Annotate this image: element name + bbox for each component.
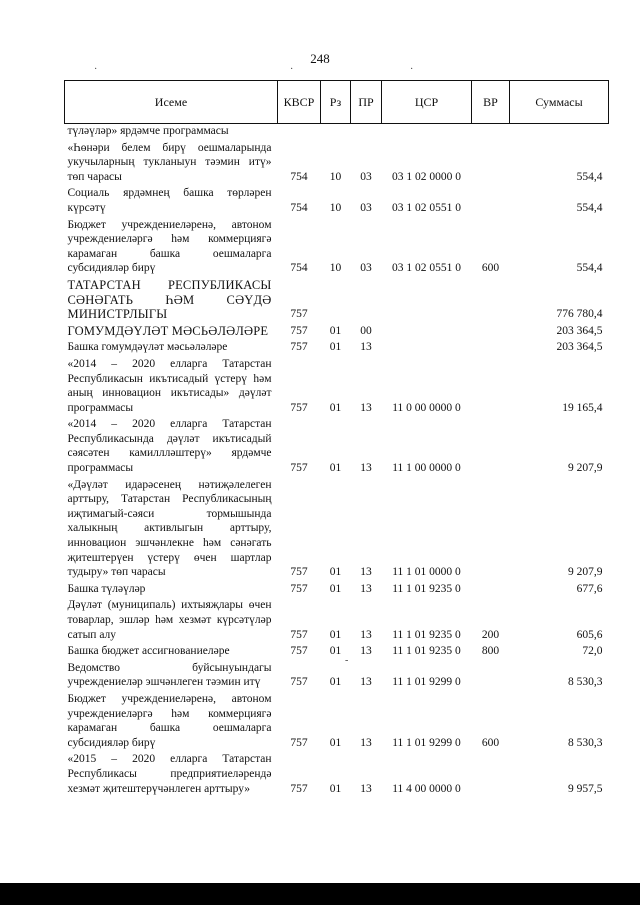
cell-csr <box>382 340 472 357</box>
cell-sum: 8 530,3 <box>568 676 603 689</box>
cell-name: Социаль ярдәмнең башка төрләрен күрсәтү <box>67 187 272 214</box>
cell-name: ГОМУМДӘҮЛӘТ МӘСЬӘЛӘЛӘРЕ <box>67 323 269 338</box>
cell-pr: 03 <box>360 201 372 214</box>
cell-pr: 13 <box>360 582 372 595</box>
cell-csr <box>382 124 472 141</box>
cell-kvsr: 757 <box>290 582 308 595</box>
cell-sum: 9 207,9 <box>568 462 603 475</box>
cell-pr: 13 <box>360 676 372 689</box>
cell-sum: 203 364,5 <box>556 324 603 337</box>
cell-csr <box>382 324 472 341</box>
cell-name: Бюджет учреждениеләренә, автоном учреждениеләргә һәм коммерциягә карамаган башка оешмаларга субсидияләр бирү <box>67 692 272 749</box>
table-row <box>65 752 609 798</box>
cell-sum: 9 207,9 <box>568 566 603 579</box>
table-row <box>65 218 609 278</box>
scan-speck: · <box>290 64 294 75</box>
cell-kvsr: 754 <box>290 201 308 214</box>
table-row <box>65 340 609 357</box>
cell-rz: 10 <box>329 201 342 214</box>
cell-sum <box>510 124 609 141</box>
cell-vr <box>472 357 510 417</box>
cell-sum: 9 957,5 <box>568 782 603 795</box>
table-row <box>65 661 609 692</box>
table-row <box>65 124 609 141</box>
cell-vr <box>472 340 510 357</box>
cell-sum: 554,4 <box>576 262 603 275</box>
cell-csr: 11 0 00 0000 0 <box>392 401 461 414</box>
cell-rz: 01 <box>329 582 342 595</box>
cell-kvsr: 754 <box>290 170 308 183</box>
cell-sum: 605,6 <box>576 628 603 641</box>
cell-csr: 03 1 02 0551 0 <box>392 201 461 214</box>
cell-vr <box>472 478 510 582</box>
cell-kvsr: 757 <box>290 628 308 641</box>
header-name: Исеме <box>65 81 278 124</box>
cell-vr <box>472 141 510 187</box>
table-row <box>65 186 609 217</box>
cell-rz: 01 <box>329 645 342 658</box>
cell-rz: 01 <box>329 736 342 749</box>
cell-vr <box>472 752 510 798</box>
table-row <box>65 324 609 341</box>
table-row <box>65 417 609 477</box>
cell-kvsr: 757 <box>290 566 308 579</box>
cell-kvsr: 757 <box>290 462 308 475</box>
header-csr: ЦСР <box>382 81 472 124</box>
scan-speck: · <box>410 64 414 75</box>
cell-name: ТАТАРСТАН РЕСПУБЛИКАСЫ СӘНӘГАТЬ ҺӘМ СӘҮДӘ МИНИСТРЛЫГЫ <box>67 277 272 322</box>
cell-csr: 11 1 01 9299 0 <box>392 736 461 749</box>
cell-rz: 10 <box>329 170 342 183</box>
cell-csr: 11 1 01 9299 0 <box>392 676 461 689</box>
header-pr: ПР <box>351 81 382 124</box>
cell-csr: 03 1 02 0000 0 <box>392 170 461 183</box>
cell-name: «2015 – 2020 елларга Татарстан Республикасы предприятиеләрендә хезмәт җитештерүчәнлеген арттыру» <box>67 753 272 795</box>
cell-vr <box>472 582 510 599</box>
table-row <box>65 692 609 752</box>
table-row <box>65 582 609 599</box>
cell-kvsr: 757 <box>290 645 308 658</box>
cell-csr: 11 1 01 9235 0 <box>392 645 461 658</box>
cell-pr: 13 <box>360 736 372 749</box>
cell-name: «Һөнәри белем бирү оешмаларында укучыларның тукланыун тәэмин итү» төп чарасы <box>67 141 272 183</box>
cell-rz: 01 <box>329 462 342 475</box>
cell-csr: 11 1 00 0000 0 <box>392 462 461 475</box>
cell-kvsr: 757 <box>290 341 308 354</box>
cell-name: «2014 – 2020 елларга Татарстан Республикасында дәүләт икътисадый сәясәтен камиллләштерү» ярдәмче программасы <box>67 418 272 475</box>
cell-vr: 600 <box>481 262 500 275</box>
cell-pr: 13 <box>360 645 372 658</box>
cell-pr: 03 <box>360 262 372 275</box>
header-kvsr: КВСР <box>278 81 321 124</box>
scan-speck: - <box>345 655 349 666</box>
scan-speck: · <box>94 64 98 75</box>
cell-kvsr: 754 <box>290 262 308 275</box>
cell-vr <box>472 278 510 324</box>
cell-name: Бюджет учреждениеләренә, автоном учреждениеләргә һәм коммерциягә карамаган башка оешмаларга субсидияләр бирү <box>67 218 272 275</box>
cell-name: Башка гомумдәүләт мәсьәләләре <box>67 341 228 354</box>
header-sum: Суммасы <box>510 81 609 124</box>
cell-kvsr: 757 <box>290 308 308 321</box>
cell-name: Дәүләт (муниципаль) ихтыяҗлары өчен товарлар, эшләр һәм хезмәт күрсәтүләр сатып алу <box>67 599 272 641</box>
cell-kvsr: 757 <box>290 324 308 337</box>
header-rz: Рз <box>321 81 351 124</box>
cell-name: «Дәүләт идарәсенең нәтиҗәлелеген арттыру, Татарстан Республикасының иҗтимагый-сәяси тормышында халыкның активлыгын арттыру, инновацион эшчәнлекне һәм сәнәгать җитештерүен үстерү өчен шартлар тудыру» төп чарасы <box>67 478 272 579</box>
cell-pr: 13 <box>360 566 372 579</box>
table-row <box>65 278 609 324</box>
cell-pr <box>351 124 382 141</box>
cell-pr: 13 <box>360 628 372 641</box>
cell-rz: 01 <box>329 676 342 689</box>
scan-bottom-bar <box>0 883 640 905</box>
table-header-row <box>65 81 609 124</box>
cell-name: «2014 – 2020 елларга Татарстан Республикасын икътисадый үстерү һәм аның инновацион икътисады» дәүләт программасы <box>67 357 272 414</box>
cell-kvsr <box>278 124 321 141</box>
page-number: 248 <box>310 51 330 66</box>
cell-rz: 01 <box>329 324 342 337</box>
cell-vr: 200 <box>481 628 500 641</box>
cell-vr: 600 <box>481 736 500 749</box>
header-vr: ВР <box>472 81 510 124</box>
cell-kvsr: 757 <box>290 782 308 795</box>
cell-sum: 677,6 <box>576 582 603 595</box>
cell-rz: 01 <box>329 401 342 414</box>
cell-csr: 11 1 01 0000 0 <box>392 566 461 579</box>
cell-kvsr: 757 <box>290 401 308 414</box>
budget-table <box>64 80 609 798</box>
table-row <box>65 141 609 187</box>
cell-csr: 11 1 01 9235 0 <box>392 582 461 595</box>
table-body <box>65 124 609 799</box>
cell-rz: 10 <box>329 262 342 275</box>
cell-rz: 01 <box>329 628 342 641</box>
cell-pr <box>351 278 382 324</box>
cell-sum: 72,0 <box>582 645 603 658</box>
budget-table-wrapper <box>64 80 608 798</box>
cell-sum: 554,4 <box>576 170 603 183</box>
cell-pr: 13 <box>360 401 372 414</box>
cell-vr <box>472 124 510 141</box>
cell-csr: 11 4 00 0000 0 <box>392 782 461 795</box>
cell-pr: 13 <box>360 462 372 475</box>
cell-sum: 19 165,4 <box>562 401 603 414</box>
cell-vr <box>472 417 510 477</box>
cell-sum: 776 780,4 <box>556 308 603 321</box>
cell-csr: 11 1 01 9235 0 <box>392 628 461 641</box>
table-row <box>65 357 609 417</box>
cell-rz: 01 <box>329 782 342 795</box>
table-row <box>65 478 609 582</box>
cell-sum: 554,4 <box>576 201 603 214</box>
cell-pr: 03 <box>360 170 372 183</box>
cell-name: Ведомство буйсынуындагы учреждениеләр эшчәнлеген тәэмин итү <box>67 661 272 689</box>
cell-sum: 203 364,5 <box>556 341 603 354</box>
cell-csr <box>382 278 472 324</box>
cell-name: Башка түләүләр <box>67 582 146 595</box>
cell-csr: 03 1 02 0551 0 <box>392 262 461 275</box>
cell-vr <box>472 186 510 217</box>
table-row <box>65 598 609 644</box>
cell-name: түләүләр» ярдәмче программасы <box>67 125 229 137</box>
cell-pr: 13 <box>360 782 372 795</box>
cell-name: Башка бюджет ассигнованиеләре <box>67 645 230 658</box>
table-row <box>65 644 609 661</box>
cell-rz: 01 <box>329 341 342 354</box>
cell-sum: 8 530,3 <box>568 736 603 749</box>
cell-vr <box>472 324 510 341</box>
cell-rz <box>321 124 351 141</box>
cell-kvsr: 757 <box>290 676 308 689</box>
cell-rz <box>321 278 351 324</box>
cell-kvsr: 757 <box>290 736 308 749</box>
cell-vr: 800 <box>481 645 500 658</box>
cell-pr: 13 <box>360 341 372 354</box>
cell-vr <box>472 661 510 692</box>
cell-rz: 01 <box>329 566 342 579</box>
cell-pr: 00 <box>360 324 372 337</box>
